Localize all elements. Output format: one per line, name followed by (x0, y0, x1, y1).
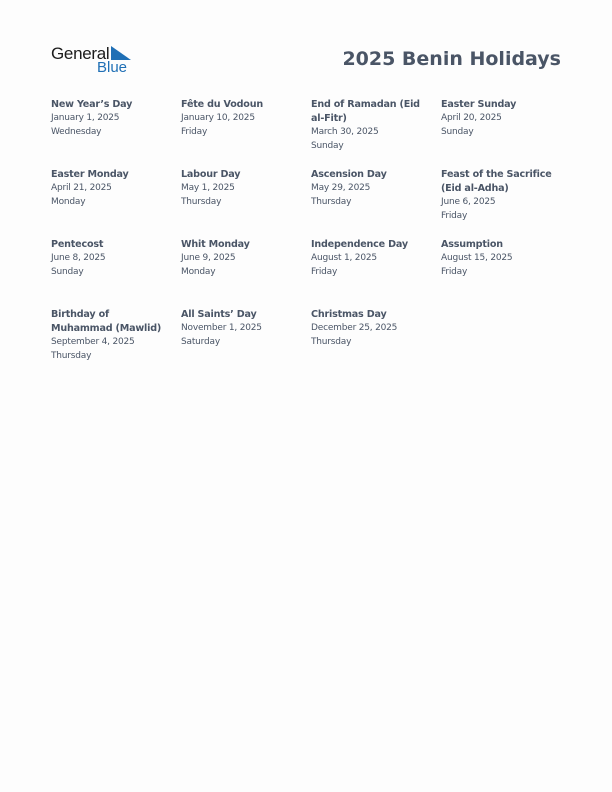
holiday-date: March 30, 2025 (311, 127, 379, 137)
holiday-weekday: Thursday (181, 196, 222, 207)
holiday-date: August 15, 2025 (441, 253, 513, 263)
holiday-name: All Saints’ Day (181, 309, 257, 320)
general-blue-logo (50, 44, 140, 78)
holiday-entry (441, 238, 563, 279)
holiday-entry (51, 98, 173, 139)
holiday-date: January 10, 2025 (181, 113, 255, 123)
holiday-name: Ascension Day (311, 169, 387, 180)
holiday-date: April 20, 2025 (441, 113, 502, 123)
holiday-date: June 9, 2025 (181, 253, 236, 263)
holiday-entry (181, 98, 303, 139)
logo-word-blue: Blue (97, 59, 128, 76)
holiday-entry (51, 238, 173, 279)
holiday-entry (51, 308, 173, 363)
holiday-entry (51, 168, 173, 209)
holiday-date: August 1, 2025 (311, 253, 377, 263)
holiday-weekday: Sunday (441, 126, 474, 137)
holiday-name: Birthday of Muhammad (Mawlid) (51, 309, 162, 334)
holiday-weekday: Monday (181, 266, 216, 277)
holiday-weekday: Friday (441, 266, 468, 277)
holiday-date: September 4, 2025 (51, 337, 135, 347)
holiday-name: End of Ramadan (Eid al-Fitr) (311, 99, 420, 124)
holiday-date: May 29, 2025 (311, 183, 371, 193)
holiday-weekday: Wednesday (51, 126, 102, 137)
holiday-row (51, 308, 571, 378)
holiday-name: Christmas Day (311, 309, 387, 320)
holiday-name: Fête du Vodoun (181, 99, 263, 110)
holiday-entry (441, 168, 563, 223)
logo-triangle-icon (111, 46, 131, 60)
logo-word-general: General (51, 44, 110, 63)
holiday-entry (441, 98, 563, 139)
holiday-row (51, 238, 571, 308)
holiday-name: Whit Monday (181, 239, 250, 250)
holiday-date: June 6, 2025 (441, 197, 496, 207)
holiday-name: Feast of the Sacrifice (Eid al-Adha) (441, 169, 552, 194)
holiday-name: Pentecost (51, 239, 104, 250)
holiday-name: Labour Day (181, 169, 241, 180)
holiday-entry (311, 238, 433, 279)
holiday-weekday: Friday (311, 266, 338, 277)
holiday-entry (311, 308, 433, 349)
holiday-date: January 1, 2025 (51, 113, 120, 123)
holiday-name: New Year’s Day (51, 99, 133, 110)
holiday-weekday: Saturday (181, 336, 220, 347)
holiday-date: May 1, 2025 (181, 183, 235, 193)
holiday-weekday: Friday (181, 126, 208, 137)
holiday-row (51, 98, 571, 168)
holiday-entry (181, 168, 303, 209)
holiday-weekday: Thursday (51, 350, 92, 361)
holiday-entry (181, 238, 303, 279)
page-title: 2025 Benin Holidays (342, 48, 561, 70)
holiday-weekday: Sunday (311, 140, 344, 151)
holiday-entry (311, 168, 433, 209)
holiday-entry (181, 308, 303, 349)
holiday-row (51, 168, 571, 238)
holiday-weekday: Thursday (311, 336, 352, 347)
holiday-name: Independence Day (311, 239, 408, 250)
holiday-name: Easter Sunday (441, 99, 517, 110)
holiday-weekday: Friday (441, 210, 468, 221)
holiday-name: Assumption (441, 239, 503, 250)
holiday-date: April 21, 2025 (51, 183, 112, 193)
holiday-name: Easter Monday (51, 169, 129, 180)
holiday-date: June 8, 2025 (51, 253, 106, 263)
holiday-date: November 1, 2025 (181, 323, 262, 333)
holiday-weekday: Sunday (51, 266, 84, 277)
holiday-weekday: Thursday (311, 196, 352, 207)
holiday-grid (51, 98, 571, 378)
holiday-entry (311, 98, 433, 153)
holiday-date: December 25, 2025 (311, 323, 398, 333)
holiday-weekday: Monday (51, 196, 86, 207)
